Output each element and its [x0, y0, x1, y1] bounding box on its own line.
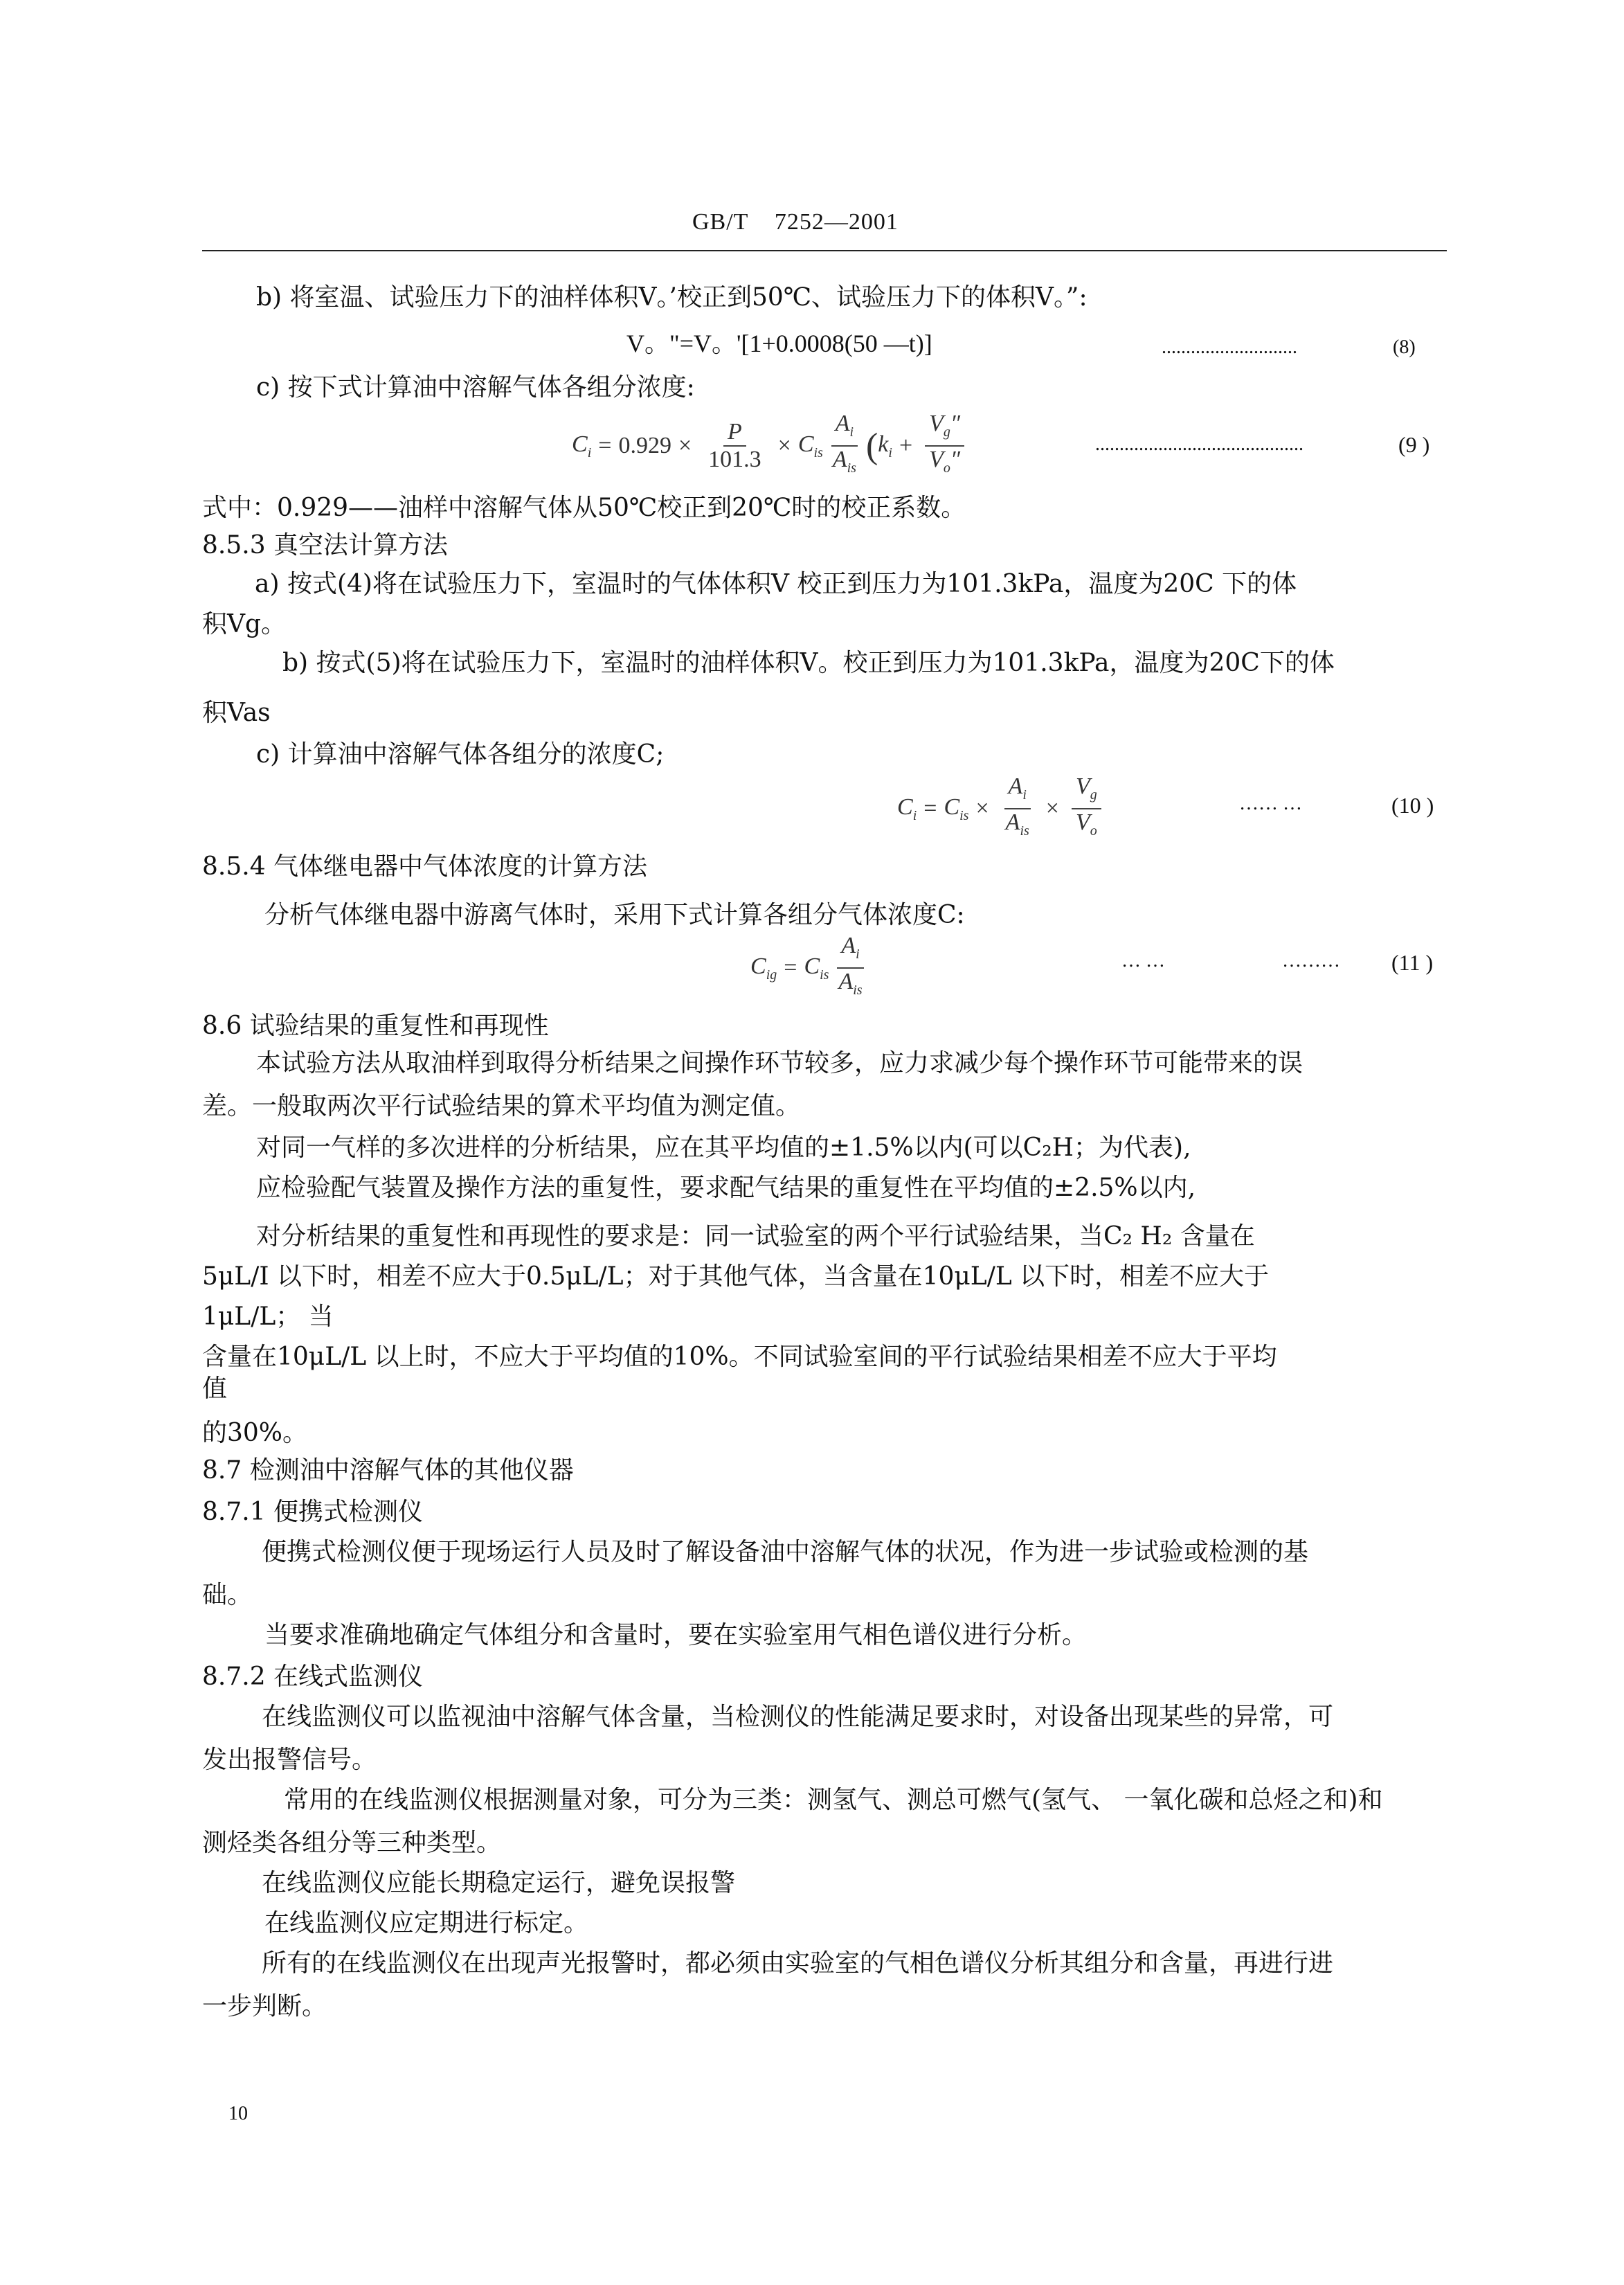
- section-8-7-2-para1-line1: 在线监测仪可以监视油中溶解气体含量，当检测仪的性能满足要求时，对设备出现某些的异常，可: [262, 1703, 1334, 1731]
- equation-8: V。"=V。'[1+0.0008(50 —t)]: [626, 330, 932, 357]
- item-b-line2: 积Vas: [202, 699, 271, 727]
- section-8-6-para3: 应检验配气装置及操作方法的重复性，要求配气结果的重复性在平均值的±2.5%以内,: [256, 1174, 1196, 1202]
- equation-9: $C_i$ = 0.929 × $\frac{P}{101.3}$ × $C_{is}$ $\frac{A_i}{A_{is}}$ ( $k_i$ + $\frac{V_g''}{V_o''}$: [572, 411, 970, 481]
- equation-9-number: (9 ): [1398, 432, 1430, 457]
- section-8-7-1-heading: 8.7.1 便携式检测仪: [202, 1498, 424, 1526]
- section-8-6-para4-line5: 值: [202, 1374, 228, 1403]
- section-8-6-para4-line6: 的30%。: [202, 1419, 308, 1447]
- section-8-7-2-para3: 在线监测仪应能长期稳定运行，避免误报警: [262, 1869, 736, 1897]
- item-b-text: b) 将室温、试验压力下的油样体积V。’校正到50℃、试验压力下的体积V。”:: [256, 283, 1088, 312]
- section-8-7-2-para5-line2: 一步判断。: [202, 1992, 327, 2020]
- section-8-7-heading: 8.7 检测油中溶解气体的其他仪器: [202, 1456, 574, 1485]
- item-c-line: c) 计算油中溶解气体各组分的浓度C;: [256, 740, 665, 769]
- item-a-line2: 积Vg。: [202, 610, 287, 638]
- item-c-text: c) 按下式计算油中溶解气体各组分浓度:: [256, 373, 695, 402]
- section-8-6-para4-line4: 含量在10μL/L 以上时，不应大于平均值的10%。不同试验室间的平行试验结果相差不应大于平均: [202, 1343, 1277, 1371]
- section-8-6-para1-line1: 本试验方法从取油样到取得分析结果之间操作环节较多，应力求减少每个操作环节可能带来的误: [256, 1049, 1303, 1077]
- equation-8-number: (8): [1393, 337, 1416, 358]
- section-8-7-2-para1-line2: 发出报警信号。: [202, 1746, 377, 1774]
- equation-9-leader: ...........................................: [1095, 433, 1303, 455]
- equation-8-leader: ............................: [1162, 337, 1297, 358]
- header-rule: [202, 250, 1447, 251]
- section-8-7-2-heading: 8.7.2 在线式监测仪: [202, 1663, 424, 1691]
- item-b-line1: b) 按式(5)将在试验压力下，室温时的油样体积V。校正到压力为101.3kPa，温度为20C下的体: [282, 649, 1335, 677]
- item-a-line1: a) 按式(4)将在试验压力下，室温时的气体体积V 校正到压力为101.3kPa，温度为20C 下的体: [255, 570, 1297, 598]
- equation-11-leader-b: ………: [1282, 950, 1340, 971]
- equation-10-number: (10 ): [1391, 793, 1434, 818]
- section-8-7-2-para2-line2: 测烃类各组分等三种类型。: [202, 1829, 502, 1857]
- section-8-7-2-para5-line1: 所有的在线监测仪在出现声光报警时，都必须由实验室的气相色谱仪分析其组分和含量，再进行进: [262, 1949, 1334, 1978]
- equation-10: $C_i$ = $C_{is}$ × $\frac{A_i}{A_{is}}$ × $\frac{V_g}{V_o}$: [897, 776, 1107, 842]
- section-8-7-2-para2-line1: 常用的在线监测仪根据测量对象，可分为三类：测氢气、测总可燃气(氢气、 一氧化碳和总烃之和)和: [284, 1786, 1383, 1814]
- document-code-header: GB/T 7252—2001: [692, 209, 899, 235]
- section-8-7-1-para2: 当要求准确地确定气体组分和含量时，要在实验室用气相色谱仪进行分析。: [264, 1621, 1088, 1649]
- section-8-5-3-heading: 8.5.3 真空法计算方法: [202, 531, 449, 559]
- equation-11: $C_{ig}$ = $C_{is}$ $\frac{A_i}{A_{is}}$: [750, 936, 872, 1000]
- section-8-6-heading: 8.6 试验结果的重复性和再现性: [202, 1012, 549, 1040]
- where-clause: 式中：0.929——油样中溶解气体从50℃校正到20℃时的校正系数。: [202, 494, 966, 522]
- section-8-5-4-paragraph: 分析气体继电器中游离气体时，采用下式计算各组分气体浓度C:: [264, 901, 965, 929]
- equation-11-number: (11 ): [1391, 950, 1434, 975]
- section-8-6-para4-line3: 1μL/L； 当: [202, 1302, 334, 1331]
- section-8-7-1-para1-line2: 础。: [202, 1581, 253, 1609]
- section-8-6-para2: 对同一气样的多次进样的分析结果，应在其平均值的±1.5%以内(可以C₂H；为代表),: [256, 1133, 1191, 1162]
- section-8-5-4-heading: 8.5.4 气体继电器中气体浓度的计算方法: [202, 852, 648, 881]
- page-number: 10: [228, 2103, 248, 2124]
- section-8-6-para4-line1: 对分析结果的重复性和再现性的要求是：同一试验室的两个平行试验结果，当C₂ H₂ 含量在: [256, 1222, 1255, 1251]
- equation-10-leader: …… …: [1239, 793, 1302, 814]
- section-8-6-para1-line2: 差。一般取两次平行试验结果的算术平均值为测定值。: [202, 1092, 801, 1120]
- equation-11-leader-a: … …: [1121, 950, 1165, 971]
- section-8-7-2-para4: 在线监测仪应定期进行标定。: [264, 1909, 589, 1937]
- section-8-7-1-para1-line1: 便携式检测仪便于现场运行人员及时了解设备油中溶解气体的状况，作为进一步试验或检测的基: [262, 1538, 1309, 1566]
- section-8-6-para4-line2: 5μL/I 以下时，相差不应大于0.5μL/L；对于其他气体，当含量在10μL/L 以下时，相差不应大于: [202, 1262, 1270, 1291]
